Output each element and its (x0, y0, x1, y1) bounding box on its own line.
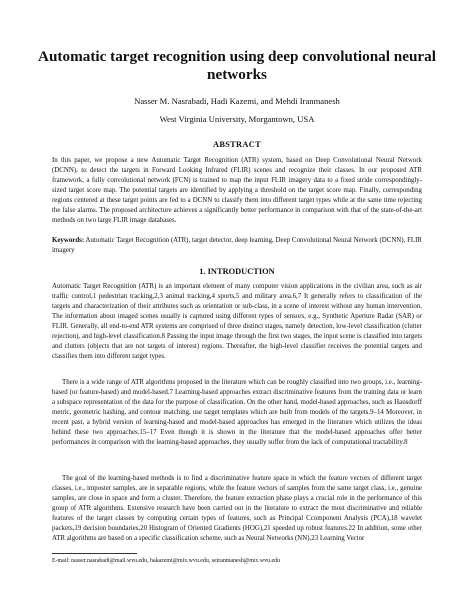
abstract-heading: ABSTRACT (212, 140, 261, 149)
intro-paragraph-2: There is a wide range of ATR algorithms proposed in the literature which can be roughly classified into two groups, i.e., learning-based (or feature-based) and model-based.7 Learning-based approaches extract discriminative features from the training data or learn a subspace representation of the data for the purpose of classification. On the other hand, model-based approaches, such as Hausdorff metric, geometric hashing, and contour matching, use target templates which are built from models of the targets.9–14 Moreover, in recent past, a hybrid version of learning-based and model-based approaches has emerged in the literature which utilizes the ideas behind these two approaches.15–17 Even though it is shown in the literature that the model-based approaches offer better performances in comparison with the learning-based approaches, they usually suffer from the lack of computational tractability.8 (52, 379, 422, 447)
intro-paragraph-3: The goal of the learning-based methods is to find a discriminative feature space in which the feature vectors of different target classes, i.e., imposter samples, are in separable regions, while the feature vectors of samples from the same target class, i.e., genuine samples, are close in space and form a cluster. Therefore, the feature extraction phase plays a crucial role in the performance of this group of ATR algorithms. Extensive research have been carried out in the literature to extract the most discriminative and reliable features of the target classes by computing certain types of features, such as Principal Ccomponent Analysis (PCA),18 wavelet packets,19 decision boundaries,20 Histogram of Oriented Gradients (HOG),21 speeded up robust features.22 In addition, some other ATR algorithms are based on a specific classification scheme, such as Neural Networks (NN),23 Learning Vector (52, 475, 422, 543)
section-heading-introduction: 1. INTRODUCTION (199, 267, 275, 276)
intro-paragraph-1: Automatic Target Recognition (ATR) is an important element of many computer vision applications in the civilian area, such as air traffic control,1 pedestrian tracking,2,3 animal tracking,4 sports,5 and military area.6,7 It generally refers to classification of the targets and characterization of their attributes such as orientation or sub-class, in a scene of interest without any human intervention. The information about imaged scenes usually is captured using different types of sensors, e.g., Synthetic Aperture Radar (SAR) or FLIR. Generally, all end-to-end ATR systems are comprised of three distinct stages, namely detection, low-level classification (clutter rejection), and high-level classification.8 Passing the input image through the first two stages, the input scene is classified into targets and clutters (objects that are not targets of interest) regions. Thereafter, the high-level classifier receives the potential targets and classifies them into different target types. (52, 283, 422, 361)
keywords-block (52, 236, 422, 256)
email-footnote: E-mail: nasser.nasrabadi@mail.wvu.edu, hakazemi@mix.wvu.edu, seiranmanesh@mix.wvu.edu (52, 558, 280, 564)
paper-title: Automatic target recognition using deep convolutional neural networks (38, 48, 436, 83)
paper-affiliation: West Virginia University, Morgantown, USA (159, 114, 315, 124)
abstract-text: In this paper, we propose a new Automatic Target Recognition (ATR) system, based on Deep Convolutional Neural Network (DCNN), to detect the targets in Forward Looking Infrared (FLIR) scenes and recognize their classes. In our proposed ATR framework, a fully convolutional network (FCN) is trained to map the input FLIR imagery data to a fixed stride correspondingly-sized target score map. The potential targets are identified by applying a threshold on the target score map. Finally, corresponding regions centered at these target points are fed to a DCNN to classify them into different target types while at the same time rejecting the false alarms. The proposed architecture achieves a significantly better performance in comparison with that of the state-of-the-art methods on two large FLIR image databases. (52, 157, 422, 225)
paper-authors: Nasser M. Nasrabadi, Hadi Kazemi, and Mehdi Iranmanesh (134, 96, 340, 106)
keywords-label: Keywords: (52, 237, 85, 244)
footnote-rule (52, 553, 137, 554)
keywords-text: Automatic Target Recognition (ATR), target detector, deep learning, Deep Convolutional Neural Network (DCNN), FLIR imagery (52, 237, 422, 255)
